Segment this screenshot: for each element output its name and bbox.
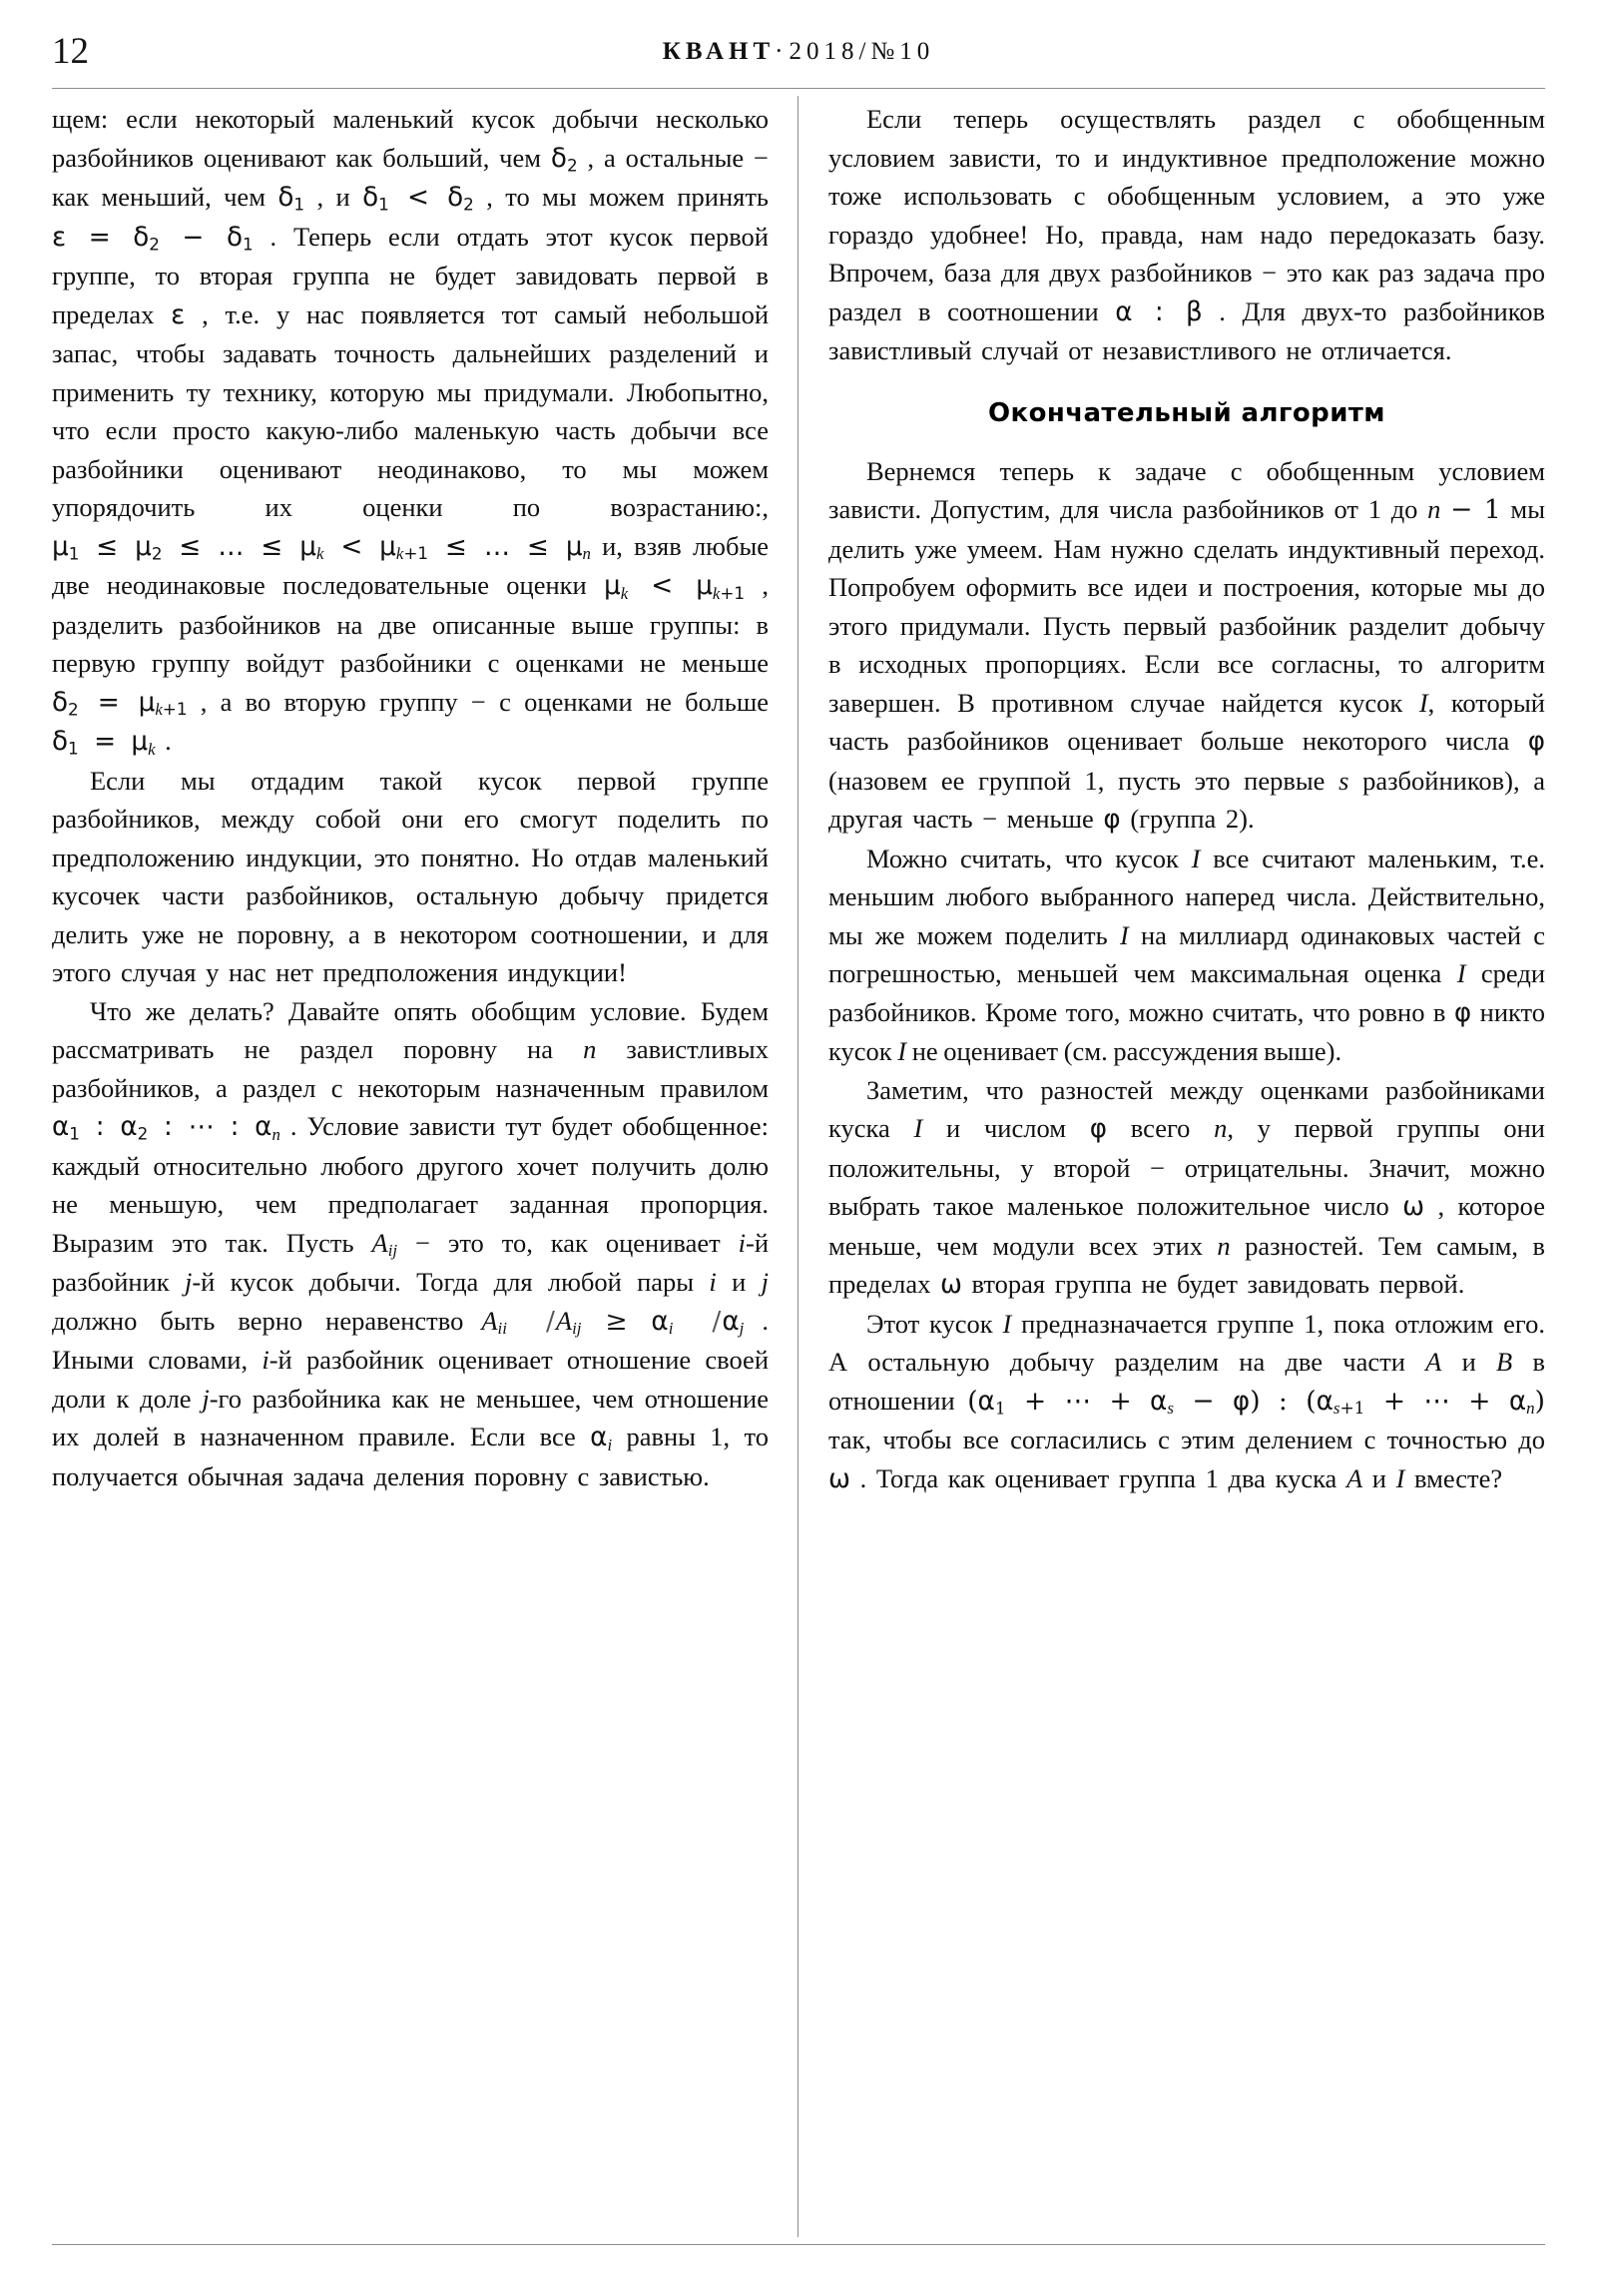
math-piece-I: I <box>1418 687 1428 718</box>
math-mu-chain: $\mu_1 \le \mu_2$ ≤ … ≤ $\mu_k < \mu_{k+1}$ ≤ … ≤ $\mu_n$ <box>52 531 591 564</box>
math-var-n-3: n <box>1214 1113 1228 1143</box>
paragraph-if-we-give: Если мы отдадим такой кусок первой группе разбойников, между собой они его смогут поделить по предположению индукции, это понятно. Но отдав маленький кусочек части разбойников, остальную добычу придется делить уже не поровну, а в некотором соотношении, и для этого случая у нас нет предположения индукции! <box>52 765 769 987</box>
right-column <box>828 100 1545 1498</box>
journal-separator: · <box>775 38 790 65</box>
math-omega-2: ω <box>939 1270 962 1300</box>
math-piece-I-5: I <box>897 1036 907 1066</box>
math-alpha-beta-ratio: α : β <box>1115 296 1203 327</box>
math-epsilon: ε <box>171 299 186 330</box>
math-var-j: j <box>184 1267 193 1297</box>
math-piece-I-8: I <box>1395 1462 1405 1493</box>
math-delta2-eq-mu-k1: $\delta_2 = \mu_{k+1}$ <box>52 687 188 720</box>
math-delta-2: $\delta_2$ <box>550 143 578 176</box>
journal-issue: 2018/№10 <box>789 38 935 65</box>
math-piece-A: A <box>1425 1347 1442 1377</box>
math-var-n-4: n <box>1217 1230 1231 1261</box>
page-number: 12 <box>52 31 89 72</box>
math-delta1-lt-delta2: $\delta_1 < \delta_2$ <box>362 183 474 215</box>
running-head <box>0 28 1597 84</box>
journal-name: КВАНТ <box>662 38 776 65</box>
math-envy-inequality: $A_{ii}$ $/A_{ij} \ge \alpha_i$ $/\alpha_j$ <box>481 1305 745 1339</box>
paragraph-what-to-do: Что же делать? Давайте опять обобщим условие. Будем рассматривать не раздел поровну на n завистливых разбойников, а раздел с некоторым назначенным правилом $\alpha_1$ : $\alpha_2$ : ⋯ : $\alpha_n$ . Условие зависти тут будет обобщенное: каждый относительно любого другого хочет получить долю не меньшую, чем предполагает заданная пропорция. Выразим это так. Пусть $A_{ij}$ − это то, как оценивает i-й разбойник j-й кусок добычи. Тогда для любой пары i и j должно быть верно неравенство $A_{ii}$ $/A_{ij} \ge \alpha_i$ $/\alpha_j$ . Иными словами, i-й разбойник оценивает отношение своей доли к доле j-го разбойника как не меньшее, чем отношение их долей в назначенном правиле. Если все $\alpha_i$ равны 1, то получается обычная задача деления поровну с завистью. <box>52 995 770 1491</box>
math-piece-B: B <box>1496 1347 1513 1377</box>
math-delta1-eq-mu-k: $\delta_1 = \mu_k$ <box>52 727 156 759</box>
math-phi: φ <box>1527 727 1545 757</box>
math-split-ratio: ($\alpha_1$ + ⋯ + $\alpha_s - \varphi$) : ($\alpha_{s+1}$ + ⋯ + $\alpha_n$) <box>967 1385 1545 1419</box>
paragraph-continuation: щем: если некоторый маленький кусок добычи несколько разбойников оценивают как больший, чем $\delta_2$ , а остальные − как меньший, чем $\delta_1$ , и $\delta_1 < \delta_2$ , то мы можем принять $\varepsilon = \delta_2 - \delta_1$ . Теперь если отдать этот кусок первой группе, то вторая группа не будет завидовать первой в пределах ε , т.е. у нас появляется тот самый небольшой запас, чтобы задавать точность дальнейших разделений и применить ту технику, которую мы придумали. Любопытно, что если просто какую-либо маленькую часть добычи все разбойники оценивают неодинаково, то мы можем упорядочить их оценки по возрастанию:, $\mu_1 \le \mu_2$ ≤ … ≤ $\mu_k < \mu_{k+1}$ ≤ … ≤ $\mu_n$ и, взяв любые две неодинаковые последовательные оценки $\mu_k < \mu_{k+1}$ , разделить разбойников на две описанные выше группы: в первую группу войдут разбойники с оценками не меньше $\delta_2 = \mu_{k+1}$ , а во вторую группу − с оценками не больше $\delta_1 = \mu_k$ . <box>52 104 770 759</box>
math-omega-3: ω <box>828 1463 850 1494</box>
left-column <box>52 100 769 1495</box>
header-rule <box>52 88 1545 89</box>
math-phi-3: φ <box>1453 997 1472 1028</box>
paragraph-this-piece: Этот кусок I предназначается группе 1, пока отложим его. А остальную добычу разделим на две части A и B в отношении ($\alpha_1$ + ⋯ + $\alpha_s - \varphi$) : ($\alpha_{s+1}$ + ⋯ + $\alpha_n$) так, чтобы все согласились с этим делением с точностью до ω . Тогда как оценивает группа 1 два куска A и I вместе? <box>828 1308 1545 1494</box>
math-var-n: n <box>583 1034 597 1064</box>
math-phi-4: φ <box>1089 1114 1108 1144</box>
math-piece-I-4: I <box>1456 958 1466 988</box>
math-omega: ω <box>1402 1192 1425 1222</box>
math-alpha-i: $\alpha_i$ <box>590 1423 613 1454</box>
footer-rule <box>52 2244 1545 2245</box>
math-var-n-2: n <box>1427 494 1441 524</box>
math-piece-I-2: I <box>1191 843 1201 873</box>
math-var-i: i <box>738 1227 746 1258</box>
math-A-ij: $A_{ij}$ <box>371 1227 398 1261</box>
journal-title-line <box>0 32 1597 72</box>
paragraph-if-now: Если теперь осуществлять раздел с обобщенным условием зависти, то и индуктивное предположение можно тоже использовать с обобщенным условием, а это уже гораздо удобнее! Но, правда, нам надо передоказать базу. Впрочем, база для двух разбойников − это как раз задача про раздел в соотношении α : β . Для двух-то разбойников завистливый случай от независтливого не отличается. <box>828 104 1545 365</box>
paragraph-note-differences: Заметим, что разностей между оценками разбойниками куска I и числом φ всего n, у первой группы они положительны, у второй − отрицательны. Значит, можно выбрать такое маленькое положительное число ω , которое меньше, чем модули всех этих n разностей. Тем самым, в пределах ω вторая группа не будет завидовать первой. <box>828 1074 1545 1300</box>
math-var-i-2: i <box>709 1267 717 1297</box>
math-var-s: s <box>1338 765 1349 796</box>
math-piece-I-3: I <box>1119 919 1129 950</box>
math-piece-I-7: I <box>1002 1308 1012 1339</box>
math-var-j-3: j <box>202 1383 210 1414</box>
math-var-j-2: j <box>761 1267 769 1297</box>
math-piece-I-6: I <box>913 1113 923 1143</box>
paragraph-can-assume: Можно считать, что кусок I все считают маленьким, т.е. меньшим любого выбранного наперед числа. Действительно, мы же можем поделить I на миллиард одинаковых частей с погрешностью, меньшей чем максимальная оценка I среди разбойников. Кроме того, можно считать, что ровно в φ никто кусок I не оценивает (см. рассуждения выше). <box>828 843 1546 1066</box>
section-heading: Окончательный алгоритм <box>988 397 1385 428</box>
math-minus-1: − 1 <box>1450 494 1501 525</box>
math-epsilon-def: $\varepsilon = \delta_2 - \delta_1$ <box>52 222 254 255</box>
math-piece-A-2: A <box>1345 1462 1363 1493</box>
math-alpha-ratio: $\alpha_1$ : $\alpha_2$ : ⋯ : $\alpha_n$ <box>52 1112 280 1144</box>
paragraph-lets-return: Вернемся теперь к задаче с обобщенным условием зависти. Допустим, для числа разбойников от 1 до n − 1 мы делить уже умеем. Нам нужно сделать индуктивный переход. Попробуем оформить все идеи и построения, которые мы до этого придумали. Пусть первый разбойник разделит добычу в исходных пропорциях. Если все согласны, то алгоритм завершен. В противном случае найдется кусок I, который часть разбойников оценивает больше некоторого числа φ (назовем ее группой 1, пусть это первые s разбойников), а другая часть − меньше φ (группа 2). <box>828 455 1546 835</box>
math-delta-1: $\delta_1$ <box>277 183 305 215</box>
math-mu-k-lt-mu-k1: $\mu_k < \mu_{k+1}$ <box>604 571 746 603</box>
math-phi-2: φ <box>1103 805 1121 835</box>
math-var-i-3: i <box>262 1345 269 1375</box>
